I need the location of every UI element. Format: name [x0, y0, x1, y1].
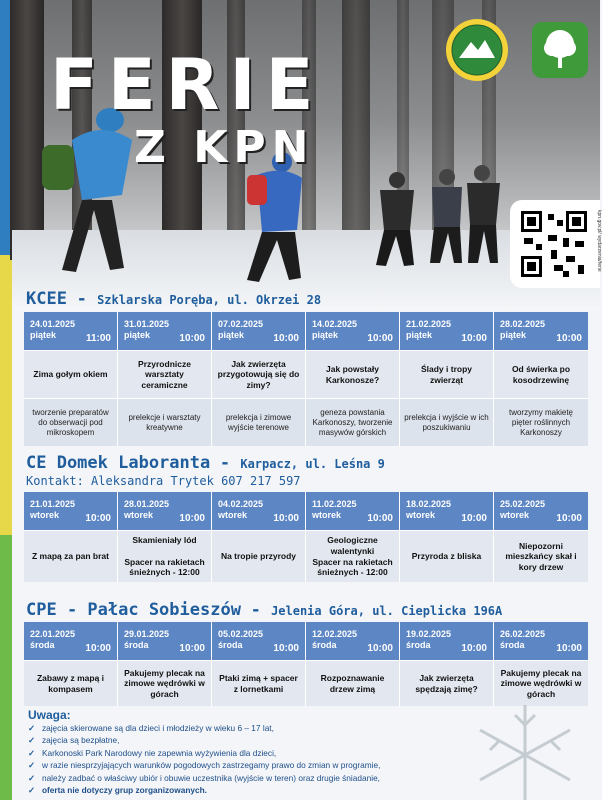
section-3-location: Jelenia Góra, ul. Cieplicka 196A: [271, 604, 503, 618]
date-cell: 19.02.2025 środa 10:00: [400, 622, 494, 660]
activity-cell: Skamieniały lód Spacer na rakietach śnieżnych - 12:00: [118, 530, 212, 582]
check-icon: ✓: [28, 723, 35, 733]
tree-logo: [532, 22, 588, 78]
date-row: [24, 492, 588, 530]
activity-row: [24, 530, 588, 582]
activity-cell: Rozpoznawanie drzew zimą: [306, 660, 400, 706]
activity-row: [24, 350, 588, 398]
notes-title: Uwaga:: [28, 708, 71, 722]
activity-cell: Jak zwierzęta spędzają zimę?: [400, 660, 494, 706]
section-1-title: KCEE - Szklarska Poręba, ul. Okrzei 28: [26, 289, 322, 309]
note-item: ✓ zajęcia są bezpłatne,: [28, 735, 120, 746]
activity-cell: Ślady i tropy zwierząt: [400, 350, 494, 398]
schedule-table-2: [24, 492, 588, 582]
activity-cell: Jak zwierzęta przygotowują się do zimy?: [212, 350, 306, 398]
poster-title: FERIE: [50, 44, 324, 126]
section-1-name: KCEE: [26, 289, 67, 309]
activity-cell: Jak powstały Karkonosze?: [306, 350, 400, 398]
description-cell: tworzenie preparatów do obserwacji pod mikroskopem: [24, 398, 118, 446]
date-cell: 04.02.2025 wtorek 10:00: [212, 492, 306, 530]
date-row: [24, 312, 588, 350]
note-item: ✓ w razie niesprzyjających warunków pogodowych zastrzegamy prawo do zmian w programie,: [28, 760, 381, 771]
section-1-location: Szklarska Poręba, ul. Okrzei 28: [97, 293, 322, 307]
check-icon: ✓: [28, 747, 35, 758]
note-item: ✓ Karkonoski Park Narodowy nie zapewnia wyżywienia dla dzieci,: [28, 747, 277, 758]
activity-cell: Pakujemy plecak na zimowe wędrówki w górach: [118, 660, 212, 706]
qr-code[interactable]: [510, 200, 600, 288]
activity-cell: Przyroda z bliska: [400, 530, 494, 582]
activity-cell: Od świerka po kosodrzewinę: [494, 350, 588, 398]
check-icon: ✓: [28, 735, 35, 746]
date-cell: 24.01.2025 piątek 11:00: [24, 312, 118, 350]
activity-cell: Na tropie przyrody: [212, 530, 306, 582]
activity-cell: Z mapą za pan brat: [24, 530, 118, 582]
section-2-name: CE Domek Laboranta: [26, 453, 211, 473]
description-cell: tworzymy makietę pięter roślinnych Karkonoszy: [494, 398, 588, 446]
date-row: [24, 622, 588, 660]
hiker-figure: [422, 165, 512, 270]
section-3-title: CPE - Pałac Sobieszów - Jelenia Góra, ul. Cieplicka 196A: [26, 600, 503, 620]
date-cell: 29.01.2025 środa 10:00: [118, 622, 212, 660]
note-item: ✓ oferta nie dotyczy grup zorganizowanych.: [28, 785, 207, 796]
qr-url: kpn.gov.pl/ wydarzenia/ferie: [596, 210, 602, 272]
date-cell: 11.02.2025 wtorek 10:00: [306, 492, 400, 530]
description-row: [24, 398, 588, 446]
description-cell: geneza powstania Karkonoszy, tworzenie masywów górskich: [306, 398, 400, 446]
activity-cell: Zima gołym okiem: [24, 350, 118, 398]
date-cell: 05.02.2025 środa 10:00: [212, 622, 306, 660]
check-icon: ✓: [28, 785, 35, 796]
date-cell: 07.02.2025 piątek 10:00: [212, 312, 306, 350]
date-cell: 12.02.2025 środa 10:00: [306, 622, 400, 660]
date-cell: 28.02.2025 piątek 10:00: [494, 312, 588, 350]
date-cell: 31.01.2025 piątek 10:00: [118, 312, 212, 350]
activity-cell: Pakujemy plecak na zimowe wędrówki w górach: [494, 660, 588, 706]
date-cell: 25.02.2025 wtorek 10:00: [494, 492, 588, 530]
section-2-location: Karpacz, ul. Leśna 9: [240, 457, 385, 471]
activity-cell: Zabawy z mapą i kompasem: [24, 660, 118, 706]
description-cell: prelekcja i wyjście w ich poszukiwaniu: [400, 398, 494, 446]
description-cell: prelekcje i warsztaty kreatywne: [118, 398, 212, 446]
date-cell: 21.02.2025 piątek 10:00: [400, 312, 494, 350]
hiker-figure: [32, 100, 142, 280]
qr-code-icon: [518, 208, 590, 280]
date-cell: 28.01.2025 wtorek 10:00: [118, 492, 212, 530]
contact-line: Kontakt: Aleksandra Trytek 607 217 597: [26, 474, 301, 488]
check-icon: ✓: [28, 772, 35, 783]
note-item: ✓ zajęcia skierowane są dla dzieci i młodzieży w wieku 6 – 17 lat,: [28, 723, 274, 733]
description-cell: prelekcja i zimowe wyjście terenowe: [212, 398, 306, 446]
section-2-title: CE Domek Laboranta - Karpacz, ul. Leśna 9: [26, 453, 385, 473]
date-cell: 22.01.2025 środa 10:00: [24, 622, 118, 660]
date-cell: 18.02.2025 wtorek 10:00: [400, 492, 494, 530]
kpn-logo: [445, 18, 509, 82]
notes-list: [28, 722, 458, 796]
date-cell: 21.01.2025 wtorek 10:00: [24, 492, 118, 530]
activity-cell: Przyrodnicze warsztaty ceramiczne: [118, 350, 212, 398]
schedule-table-3: [24, 622, 588, 706]
hero-photo: [12, 0, 600, 300]
date-cell: 14.02.2025 piątek 10:00: [306, 312, 400, 350]
activity-cell: Ptaki zimą + spacer z lornetkami: [212, 660, 306, 706]
snowflake-decoration: [455, 700, 600, 800]
activity-cell: Niepozorni mieszkańcy skał i kory drzew: [494, 530, 588, 582]
activity-cell: Geologiczne walentynki Spacer na rakietach śnieżnych - 12:00: [306, 530, 400, 582]
note-item: ✓ należy zadbać o właściwy ubiór i obuwie uczestnika (wyjście w teren) oraz drugie śniadanie,: [28, 772, 380, 783]
poster-subtitle: Z KPN: [134, 122, 315, 173]
date-cell: 26.02.2025 środa 10:00: [494, 622, 588, 660]
check-icon: ✓: [28, 760, 35, 771]
section-3-name: CPE - Pałac Sobieszów: [26, 600, 241, 620]
schedule-table-1: [24, 312, 588, 446]
